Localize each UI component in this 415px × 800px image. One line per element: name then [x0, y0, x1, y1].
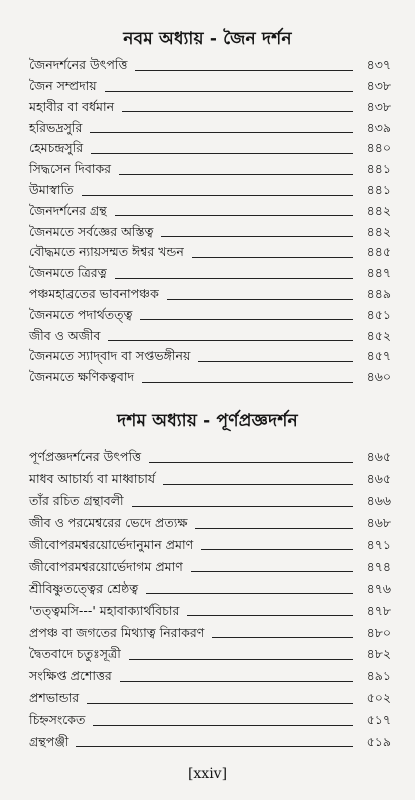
entry-page-number: ৪৫৭ — [366, 348, 391, 364]
entry-page-number: ৫১৯ — [366, 733, 391, 749]
toc-entry — [29, 597, 391, 619]
chapter-10-contents — [29, 444, 391, 750]
chapter-9-contents — [29, 53, 391, 386]
leader-line — [167, 299, 353, 300]
toc-entry — [29, 444, 391, 466]
entry-page-number: ৪৫২ — [366, 327, 391, 343]
leader-line — [76, 746, 353, 747]
entry-page-number: ৪৪৫ — [366, 244, 391, 260]
entry-page-number: ৪৬৮ — [366, 515, 391, 531]
leader-line — [192, 257, 353, 258]
toc-entry — [29, 53, 391, 74]
entry-page-number: ৪৪২ — [366, 223, 391, 239]
entry-title: বৌদ্ধমতে ন্যায়সম্মত ঈশ্বর খন্ডন — [29, 244, 184, 260]
entry-title: জীবোপরমশ্বরয়োর্ভেদাগম প্রমাণ — [29, 558, 183, 574]
entry-title: পঞ্চমহাব্রতের ভাবনাপঞ্চক — [29, 286, 159, 302]
leader-line — [146, 593, 353, 594]
entry-page-number: ৪৭১ — [366, 536, 391, 552]
entry-page-number: ৪৪৭ — [366, 265, 391, 281]
entry-page-number: ৪৪৯ — [366, 286, 391, 302]
leader-line — [161, 236, 353, 237]
chapter-10-heading: দশম অধ্যায় - পূর্ণপ্রজ্ঞদর্শন — [117, 411, 298, 431]
entry-page-number: ৪৭৬ — [366, 580, 391, 596]
entry-title: জৈন সম্প্রদায় — [29, 78, 97, 94]
entry-title: তাঁর রচিত গ্রন্থাবলী — [29, 493, 124, 509]
toc-entry — [29, 532, 391, 554]
toc-entry — [29, 199, 391, 220]
entry-title: সংক্ষিপ্ত প্রশোত্তর — [29, 668, 112, 684]
entry-page-number: ৪৪২ — [366, 202, 391, 218]
page-number: [xxiv] — [187, 766, 228, 782]
entry-title: জৈনমতে স্যাদ্‌বাদ বা সপ্তভঙ্গীনয় — [29, 348, 191, 364]
entry-page-number: ৪৪১ — [366, 182, 391, 198]
toc-entry — [29, 344, 391, 365]
leader-line — [212, 637, 353, 638]
entry-title: জৈনমতে সর্বজ্ঞের অস্তিত্ব — [29, 223, 154, 239]
leader-line — [87, 703, 353, 704]
entry-title: জীবোপরমশ্বরয়োর্ভেদানুমান প্রমাণ — [29, 536, 194, 552]
toc-entry — [29, 685, 391, 707]
leader-line — [195, 528, 353, 529]
toc-entry — [29, 136, 391, 157]
entry-title: গ্রন্থপঞ্জী — [29, 733, 69, 749]
entry-page-number: ৫০২ — [366, 690, 391, 706]
leader-line — [108, 340, 353, 341]
entry-page-number: ৪৯১ — [366, 668, 391, 684]
leader-line — [140, 319, 353, 320]
entry-title: জৈনমতে পদার্থতত্ত্ব — [29, 306, 133, 322]
toc-entry — [29, 510, 391, 532]
leader-line — [163, 484, 353, 485]
entry-page-number: ৪৪১ — [366, 161, 391, 177]
leader-line — [198, 361, 353, 362]
toc-entry — [29, 323, 391, 344]
entry-title: উমাস্বাতি — [29, 182, 74, 198]
toc-entry — [29, 663, 391, 685]
entry-title: জৈনদর্শনের উৎপত্তি — [29, 57, 128, 73]
chapter-9-heading: নবম অধ্যায় - জৈন দর্শন — [123, 29, 292, 49]
entry-page-number: ৪৬৫ — [366, 471, 391, 487]
toc-entry — [29, 157, 391, 178]
leader-line — [201, 549, 353, 550]
entry-page-number: ৪৩৮ — [366, 78, 391, 94]
entry-title: জৈনমতে ত্রিরত্ন — [29, 265, 107, 281]
toc-entry — [29, 619, 391, 641]
leader-line — [115, 278, 353, 279]
leader-line — [187, 615, 353, 616]
entry-title: সিদ্ধসেন দিবাকর — [29, 161, 112, 177]
leader-line — [129, 659, 353, 660]
toc-entry — [29, 303, 391, 324]
leader-line — [120, 681, 353, 682]
toc-entry — [29, 74, 391, 95]
entry-title: প্রপঞ্চ বা জগতের মিথ্যাত্ব নিরাকরণ — [29, 624, 205, 640]
leader-line — [115, 215, 353, 216]
entry-title: হরিভদ্রসুরি — [29, 119, 83, 135]
toc-entry — [29, 219, 391, 240]
entry-page-number: ৪৬০ — [366, 369, 391, 385]
entry-title: জৈনদর্শনের গ্রন্থ — [29, 202, 107, 218]
entry-page-number: ৪৩৮ — [366, 98, 391, 114]
leader-line — [135, 70, 353, 71]
leader-line — [142, 382, 353, 383]
entry-title: জীব ও অজীব — [29, 327, 101, 343]
toc-entry — [29, 282, 391, 303]
entry-title: মাধব আচার্য্য বা মাধ্বাচার্য — [29, 471, 156, 487]
toc-entry — [29, 240, 391, 261]
leader-line — [122, 111, 353, 112]
toc-entry — [29, 261, 391, 282]
leader-line — [93, 725, 353, 726]
entry-page-number: ৪৭৮ — [366, 602, 391, 618]
entry-page-number: ৪৬৫ — [366, 449, 391, 465]
leader-line — [132, 506, 353, 507]
entry-title: 'তত্ত্বমসি---' মহাবাক্যার্থবিচার — [29, 602, 180, 618]
toc-entry — [29, 553, 391, 575]
toc-entry — [29, 729, 391, 751]
toc-entry — [29, 466, 391, 488]
entry-title: দ্বৈতবাদে চতুঃসূত্রী — [29, 646, 121, 662]
toc-entry — [29, 707, 391, 729]
entry-title: পূর্ণপ্রজ্ঞদর্শনের উৎপত্তি — [29, 449, 142, 465]
entry-page-number: ৪৮২ — [366, 646, 391, 662]
leader-line — [90, 132, 353, 133]
leader-line — [191, 571, 353, 572]
entry-page-number: ৫১৭ — [366, 712, 391, 728]
entry-page-number: ৪৩৭ — [366, 57, 391, 73]
entry-page-number: ৪৫১ — [366, 306, 391, 322]
entry-page-number: ৪৬৬ — [366, 493, 391, 509]
toc-entry — [29, 115, 391, 136]
toc-entry — [29, 488, 391, 510]
entry-title: জৈনমতে ক্ষণিকত্ববাদ — [29, 369, 135, 385]
leader-line — [91, 153, 353, 154]
leader-line — [82, 195, 354, 196]
toc-entry — [29, 95, 391, 116]
entry-title: প্রশভান্ডার — [29, 690, 80, 706]
toc-entry — [29, 178, 391, 199]
entry-page-number: ৪৮০ — [366, 624, 391, 640]
leader-line — [119, 174, 353, 175]
leader-line — [149, 462, 353, 463]
entry-page-number: ৪৩৯ — [366, 119, 391, 135]
entry-title: জীব ও পরমেশ্বরের ভেদে প্রত্যক্ষ — [29, 515, 188, 531]
entry-page-number: ৪৭৪ — [366, 558, 391, 574]
entry-page-number: ৪৪০ — [366, 140, 391, 156]
entry-title: হেমচন্দ্রসুরি — [29, 140, 84, 156]
toc-entry — [29, 575, 391, 597]
entry-title: মহাবীর বা বর্ধমান — [29, 98, 115, 114]
entry-title: শ্রীবিষ্ণুতত্ত্বের শ্রেষ্ঠত্ব — [29, 580, 139, 596]
toc-entry — [29, 365, 391, 386]
leader-line — [105, 91, 353, 92]
toc-entry — [29, 641, 391, 663]
entry-title: চিহ্নসংকেত — [29, 712, 86, 728]
